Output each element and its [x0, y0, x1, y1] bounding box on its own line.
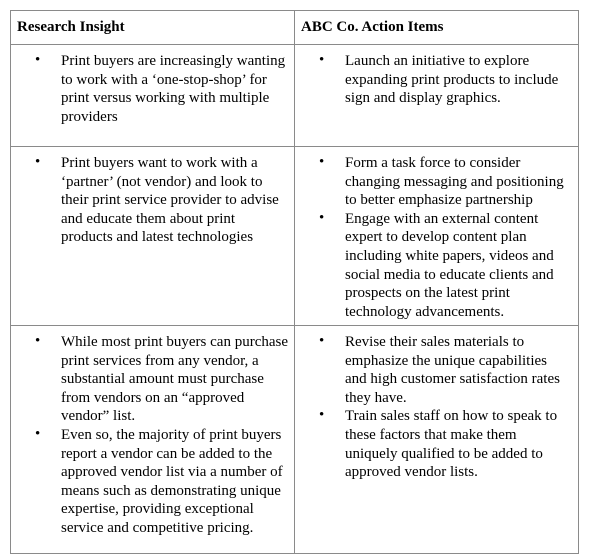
list-item — [295, 52, 572, 108]
list-item — [295, 154, 572, 210]
list-item — [295, 407, 572, 481]
list-item-text: Revise their sales materials to emphasize the unique capabilities and high customer satisfaction rates they have. — [345, 334, 560, 406]
list-item — [11, 333, 288, 426]
list-item — [11, 52, 288, 126]
list-item — [11, 426, 288, 538]
bullet-icon: • — [35, 333, 41, 349]
list-item-text: Print buyers are increasingly wanting to work with a ‘one-stop-shop’ for print versus working with multiple providers — [61, 53, 286, 125]
table-row — [11, 45, 579, 147]
bullet-icon: • — [35, 425, 41, 442]
bullet-icon: • — [35, 154, 41, 170]
insight-cell — [11, 326, 295, 554]
action-cell — [295, 147, 579, 326]
list-item-text: Train sales staff on how to speak to these factors that make them uniquely qualified to be added to approved vendor lists. — [345, 408, 558, 481]
list-item — [295, 210, 572, 322]
table-row — [11, 326, 579, 554]
bullet-icon: • — [319, 154, 325, 170]
insight-list — [11, 147, 294, 247]
list-item-text: Form a task force to consider changing messaging and positioning to better emphasize partnership — [345, 155, 564, 209]
insight-cell — [11, 147, 295, 326]
insight-list — [11, 326, 294, 538]
list-item-text: While most print buyers can purchase print services from any vendor, a substantial amount must purchase from vendors on an “approved vendor” list. — [61, 334, 289, 425]
header-research-insight: Research Insight — [11, 11, 295, 45]
action-cell — [295, 326, 579, 554]
list-item — [295, 333, 572, 407]
table-row — [11, 147, 579, 326]
list-item-text: Print buyers want to work with a ‘partner’ (not vendor) and look to their print service provider to advise and educate them about print products and latest technologies — [61, 155, 279, 246]
action-list — [295, 45, 578, 108]
bullet-icon: • — [35, 52, 41, 68]
bullet-icon: • — [319, 333, 325, 349]
list-item-text: Launch an initiative to explore expanding print products to include sign and display graphics. — [345, 53, 559, 107]
insight-list — [11, 45, 294, 126]
list-item-text: Even so, the majority of print buyers report a vendor can be added to the approved vendor list via a number of means such as demonstrating unique expertise, providing exceptional service and competitive pricing. — [61, 426, 283, 536]
list-item-text: Engage with an external content expert to develop content plan including white papers, videos and social media to educate clients and prospects on the latest print technology advancements. — [345, 210, 554, 320]
bullet-icon: • — [319, 209, 325, 226]
bullet-icon: • — [319, 407, 325, 424]
table-header-row — [11, 11, 579, 45]
bullet-icon: • — [319, 52, 325, 68]
list-item — [11, 154, 288, 247]
action-cell — [295, 45, 579, 147]
action-list — [295, 147, 578, 321]
action-list — [295, 326, 578, 482]
insights-table — [10, 10, 579, 554]
header-action-items: ABC Co. Action Items — [295, 11, 579, 45]
insight-cell — [11, 45, 295, 147]
